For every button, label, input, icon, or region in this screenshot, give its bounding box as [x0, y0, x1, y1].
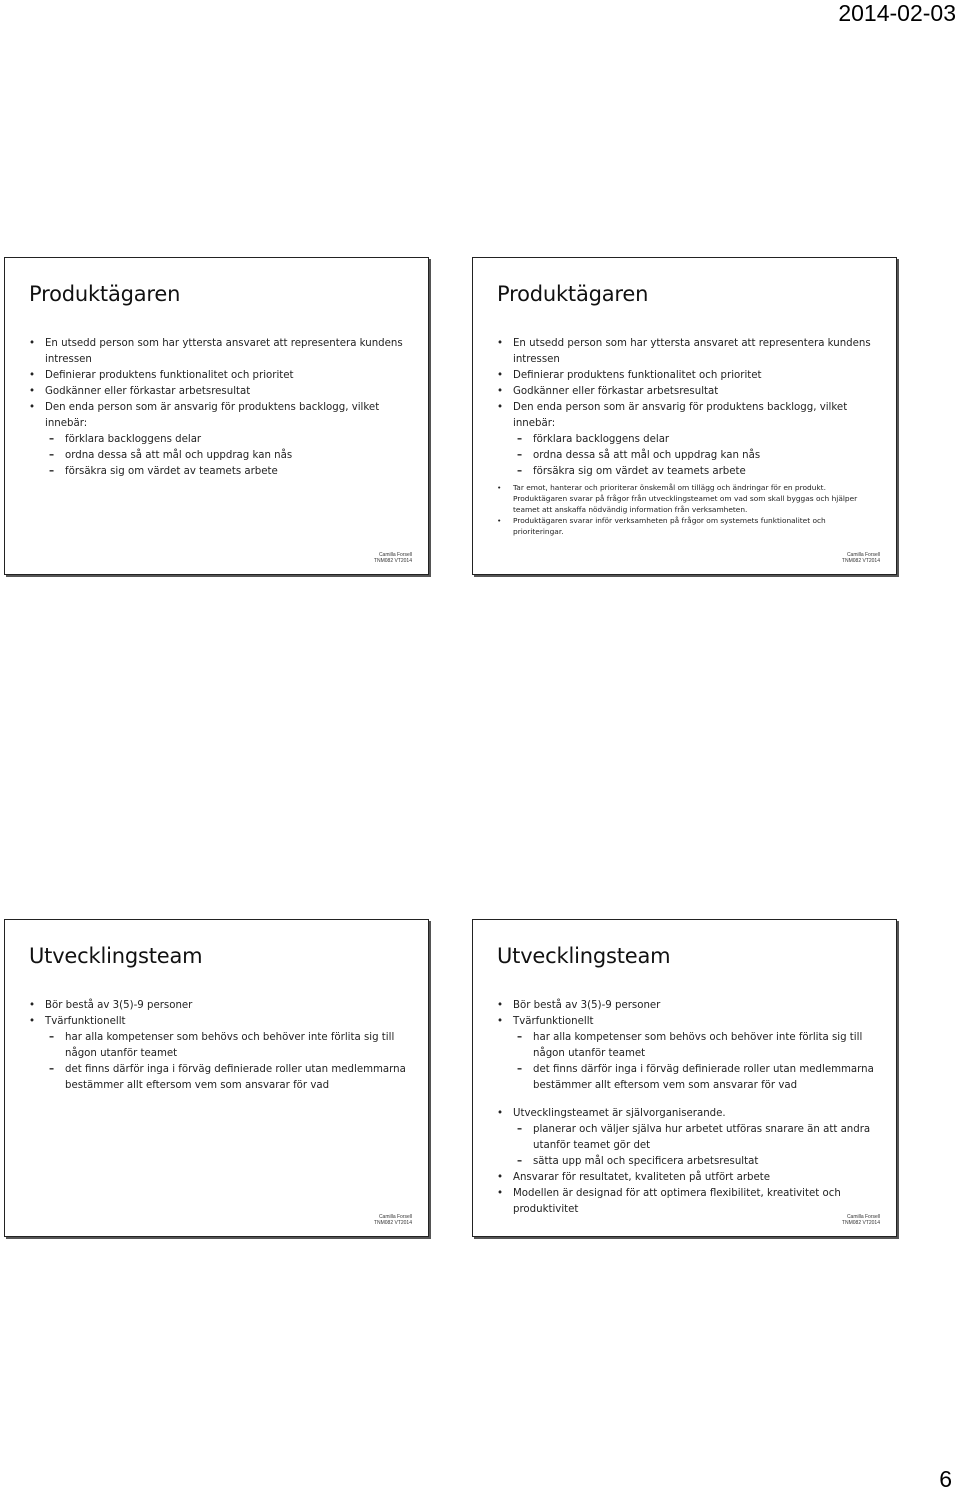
- slide-body: [497, 998, 878, 1218]
- bullet: • Tvärfunktionellt: [497, 1014, 878, 1030]
- slide-footer: [842, 552, 880, 564]
- slide-title: Produktägaren: [29, 282, 181, 306]
- bullet: • Den enda person som är ansvarig för produktens backlogg, vilket innebär:: [29, 400, 410, 432]
- bullet: • Definierar produktens funktionalitet och prioritet: [29, 368, 410, 384]
- slide-footer: [374, 552, 412, 564]
- footer-course: TNM082 VT2014: [841, 558, 880, 564]
- sub-bullet: – ordna dessa så att mål och uppdrag kan nås: [29, 448, 410, 464]
- bullet: • Modellen är designad för att optimera flexibilitet, kreativitet och produktivitet: [497, 1186, 878, 1218]
- footer-course: TNM082 VT2014: [373, 558, 412, 564]
- bullet: • Tvärfunktionellt: [29, 1014, 410, 1030]
- note-bullet: • Tar emot, hanterar och prioriterar önskemål om tillägg och ändringar för en produkt. Produktägaren svarar på frågor från utvecklingsteamet om vad som skall byggas och hjälper teamet att anskaffa nödvändig information från verksamheten.: [497, 482, 878, 515]
- note-bullet: • Produktägaren svarar inför verksamheten på frågor om systemets funktionalitet och prioriteringar.: [497, 515, 878, 537]
- sub-bullet: – det finns därför inga i förväg definierade roller utan medlemmarna bestämmer allt eftersom vem som ansvarar för vad: [497, 1062, 878, 1094]
- sub-bullet: – försäkra sig om värdet av teamets arbete: [497, 464, 878, 480]
- sub-bullet: – har alla kompetenser som behövs och behöver inte förlita sig till någon utanför teamet: [497, 1030, 878, 1062]
- sub-bullet: – har alla kompetenser som behövs och behöver inte förlita sig till någon utanför teamet: [29, 1030, 410, 1062]
- sub-bullet: – ordna dessa så att mål och uppdrag kan nås: [497, 448, 878, 464]
- bullet: • Den enda person som är ansvarig för produktens backlogg, vilket innebär:: [497, 400, 878, 432]
- footer-author: Camilla Forsell: [846, 1214, 880, 1220]
- footer-author: Camilla Forsell: [378, 1214, 412, 1220]
- bullet: • Godkänner eller förkastar arbetsresultat: [29, 384, 410, 400]
- sub-bullet: – förklara backloggens delar: [29, 432, 410, 448]
- slide-body: [497, 336, 878, 537]
- bullet: • Definierar produktens funktionalitet och prioritet: [497, 368, 878, 384]
- slide-title: Utvecklingsteam: [497, 944, 671, 968]
- bullet: • En utsedd person som har yttersta ansvaret att representera kundens intressen: [497, 336, 878, 368]
- slide-title: Utvecklingsteam: [29, 944, 203, 968]
- sub-bullet: – det finns därför inga i förväg definierade roller utan medlemmarna bestämmer allt eftersom vem som ansvarar för vad: [29, 1062, 410, 1094]
- bullet: • Bör bestå av 3(5)-9 personer: [497, 998, 878, 1014]
- slide-utvecklingsteam-1: [4, 919, 429, 1237]
- sub-bullet: – försäkra sig om värdet av teamets arbete: [29, 464, 410, 480]
- slide-title: Produktägaren: [497, 282, 649, 306]
- bullet: • Godkänner eller förkastar arbetsresultat: [497, 384, 878, 400]
- sub-bullet: – sätta upp mål och specificera arbetsresultat: [497, 1154, 878, 1170]
- bullet: • En utsedd person som har yttersta ansvaret att representera kundens intressen: [29, 336, 410, 368]
- slide-produktagaren-2: [472, 257, 897, 575]
- footer-course: TNM082 VT2014: [373, 1220, 412, 1226]
- page-date: 2014-02-03: [838, 0, 956, 26]
- slide-utvecklingsteam-2: [472, 919, 897, 1237]
- bullet: • Ansvarar för resultatet, kvaliteten på utfört arbete: [497, 1170, 878, 1186]
- bullet: • Utvecklingsteamet är självorganiserande.: [497, 1106, 878, 1122]
- footer-author: Camilla Forsell: [846, 552, 880, 558]
- footer-course: TNM082 VT2014: [841, 1220, 880, 1226]
- slide-footer: [374, 1214, 412, 1226]
- slide-body: [29, 336, 410, 480]
- slide-body: [29, 998, 410, 1094]
- footer-author: Camilla Forsell: [378, 552, 412, 558]
- bullet: • Bör bestå av 3(5)-9 personer: [29, 998, 410, 1014]
- sub-bullet: – förklara backloggens delar: [497, 432, 878, 448]
- sub-bullet: – planerar och väljer själva hur arbetet utföras snarare än att andra utanför teamet gör det: [497, 1122, 878, 1154]
- slide-produktagaren-1: [4, 257, 429, 575]
- page-number: 6: [939, 1466, 952, 1492]
- slide-footer: [842, 1214, 880, 1226]
